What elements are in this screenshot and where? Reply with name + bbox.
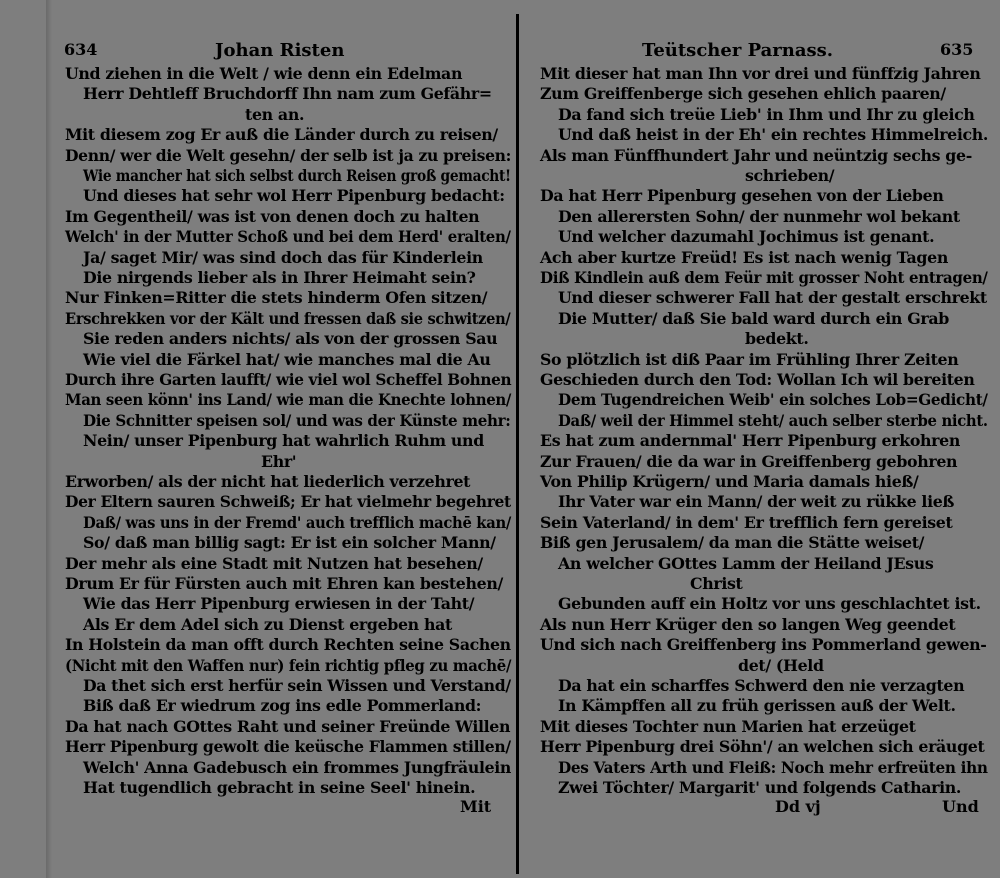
verse-line: ten an.	[245, 104, 305, 124]
verse-line: Nur Finken=Ritter die stets hinderm Ofen sitzen/	[65, 288, 488, 308]
verse-line: bedekt.	[745, 329, 809, 349]
verse-line: Welch' in der Mutter Schoß und bei dem Herd' eralten/	[65, 227, 511, 247]
verse-line: Sie reden anders nichts/ als von der grossen Sau	[83, 329, 498, 349]
verse-line: Christ	[690, 574, 743, 593]
verse-line: Und sich nach Greiffenberg ins Pommerland gewen-	[540, 635, 987, 655]
verse-line: Ach aber kurtze Freüd! Es ist nach wenig Tagen	[540, 247, 948, 267]
verse-line: Der mehr als eine Stadt mit Nutzen hat besehen/	[65, 553, 483, 573]
verse-line: Drum Er für Fürsten auch mit Ehren kan bestehen/	[65, 574, 503, 593]
verse-line: Da hat nach GOttes Raht und seiner Freünde Willen	[65, 716, 511, 736]
verse-line: Und dieses hat sehr wol Herr Pipenburg bedacht:	[83, 186, 505, 206]
verse-line: Biß gen Jerusalem/ da man die Stätte weiset/	[540, 533, 925, 553]
verse-line: Geschieden durch den Tod: Wollan Ich wil bereiten	[540, 370, 975, 389]
right-page-number: 635	[940, 40, 974, 59]
verse-line: Und welcher dazumahl Jochimus ist genant.	[558, 227, 935, 247]
verse-line: Ihr Vater war ein Mann/ der weit zu rükke ließ	[558, 492, 955, 512]
verse-line: An welcher GOttes Lamm der Heiland JEsus	[558, 553, 934, 573]
verse-line: Da thet sich erst herfür sein Wissen und Verstand/	[83, 676, 511, 695]
verse-line: Als nun Herr Krüger den so langen Weg geendet	[540, 614, 956, 634]
verse-line: Es hat zum andernmal' Herr Pipenburg erkohren	[540, 431, 960, 451]
verse-line: Herr Dehtleff Bruchdorff Ihn nam zum Gefähr=	[83, 84, 492, 104]
verse-line: Im Gegentheil/ was ist von denen doch zu halten	[65, 206, 480, 226]
verse-line: Des Vaters Arth und Fleiß: Noch mehr erfreüten ihn	[558, 757, 988, 777]
verse-line: Herr Pipenburg gewolt die keüsche Flammen stillen/	[65, 737, 511, 757]
verse-line: Und ziehen in die Welt / wie denn ein Edelman	[65, 64, 463, 83]
verse-line: Und daß heist in der Eh' ein rechtes Himmelreich.	[558, 125, 989, 145]
verse-line: Zum Greiffenberge sich gesehen ehlich paaren/	[540, 84, 946, 104]
left-catchword: Mit	[460, 797, 492, 816]
verse-line: Gebunden auff ein Holtz vor uns geschlachtet ist.	[558, 594, 981, 614]
verse-line: Ja/ saget Mir/ was sind doch das für Kinderlein	[83, 247, 483, 267]
verse-line: Daß/ was uns in der Fremd' auch trefflich machē kan/	[83, 512, 511, 532]
verse-line: det/ (Held	[738, 655, 824, 675]
verse-line: Die Mutter/ daß Sie bald ward durch ein Grab	[558, 308, 949, 328]
verse-line: Die nirgends lieber als in Ihrer Heimaht sein?	[83, 268, 476, 287]
right-page	[522, 0, 1000, 878]
verse-line: Sein Vaterland/ in dem' Er trefflich fern gereiset	[540, 512, 953, 532]
verse-line: Den allerersten Sohn/ der nunmehr wol bekant	[558, 206, 960, 226]
verse-line: Ehr'	[261, 451, 297, 471]
verse-line: schrieben/	[745, 166, 835, 185]
verse-line: Als Er dem Adel sich zu Dienst ergeben hat	[83, 614, 452, 634]
verse-line: Wie viel die Färkel hat/ wie manches mal die Au	[83, 349, 491, 369]
verse-line: Erworben/ als der nicht hat liederlich verzehret	[65, 472, 471, 491]
verse-line: Wie das Herr Pipenburg erwiesen in der Taht/	[83, 594, 475, 614]
verse-line: Hat tugendlich gebracht in seine Seel' hinein.	[83, 778, 476, 797]
verse-line: Man seen könn' ins Land/ wie man die Knechte lohnen/	[65, 390, 512, 410]
verse-line: Welch' Anna Gadebusch ein frommes Jungfräulein	[83, 757, 511, 777]
verse-line: Biß daß Er wiedrum zog ins edle Pommerland:	[83, 696, 482, 716]
verse-line: Der Eltern sauren Schweiß; Er hat vielmehr begehret	[65, 492, 511, 512]
verse-line: Diß Kindlein auß dem Feür mit grosser Noht entragen/	[540, 268, 988, 287]
page-gutter	[516, 14, 519, 874]
verse-line: Da hat Herr Pipenburg gesehen von der Lieben	[540, 186, 944, 206]
verse-line: Da fand sich treüe Lieb' in Ihm und Ihr zu gleich	[558, 104, 975, 124]
verse-line: Nein/ unser Pipenburg hat wahrlich Ruhm und	[83, 431, 484, 451]
verse-line: Zur Frauen/ die da war in Greiffenberg gebohren	[540, 451, 958, 471]
verse-line: So/ daß man billig sagt: Er ist ein solcher Mann/	[83, 533, 496, 553]
verse-line: Dem Tugendreichen Weib' ein solches Lob=Gedicht/	[558, 390, 988, 410]
verse-line: In Kämpffen all zu früh gerissen auß der Welt.	[558, 696, 956, 716]
verse-line: Mit diesem zog Er auß die Länder durch zu reisen/	[65, 125, 498, 145]
verse-line: Von Philip Krügern/ und Maria damals hieß/	[540, 472, 919, 491]
right-signature: Dd vj	[775, 797, 821, 816]
verse-line: So plötzlich ist diß Paar im Frühling Ihrer Zeiten	[540, 349, 959, 369]
verse-line: In Holstein da man offt durch Rechten seine Sachen	[65, 635, 511, 655]
left-page-number: 634	[64, 40, 98, 59]
verse-line: Herr Pipenburg drei Söhn'/ an welchen sich eräuget	[540, 737, 985, 757]
verse-line: Mit dieses Tochter nun Marien hat erzeüget	[540, 716, 916, 736]
verse-line: Als man Fünffhundert Jahr und neüntzig sechs ge-	[540, 145, 972, 165]
verse-line: Da hat ein scharffes Schwerd den nie verzagten	[558, 676, 965, 695]
verse-line: Daß/ weil der Himmel steht/ auch selber sterbe nicht.	[558, 410, 988, 430]
verse-line: Durch ihre Garten laufft/ wie viel wol Scheffel Bohnen	[65, 370, 512, 389]
verse-line: Erschrekken vor der Kält und fressen daß sie schwitzen/	[65, 308, 511, 328]
left-running-head: Johan Risten	[215, 40, 345, 61]
verse-line: Mit dieser hat man Ihn vor drei und fünffzig Jahren	[540, 64, 981, 83]
verse-line: (Nicht mit den Waffen nur) fein richtig pfleg zu machē/	[65, 655, 512, 675]
verse-line: Die Schnitter speisen sol/ und was der Künste mehr:	[83, 410, 511, 430]
verse-line: Wie mancher hat sich selbst durch Reisen groß gemacht!	[83, 166, 511, 185]
verse-line: Und dieser schwerer Fall hat der gestalt erschrekt	[558, 288, 987, 308]
verse-line: Denn/ wer die Welt gesehn/ der selb ist ja zu preisen:	[65, 145, 512, 165]
right-catchword: Und	[942, 797, 979, 816]
right-running-head: Teütscher Parnass.	[642, 40, 834, 61]
verse-line: Zwei Töchter/ Margarit' und folgends Catharin.	[558, 778, 962, 797]
